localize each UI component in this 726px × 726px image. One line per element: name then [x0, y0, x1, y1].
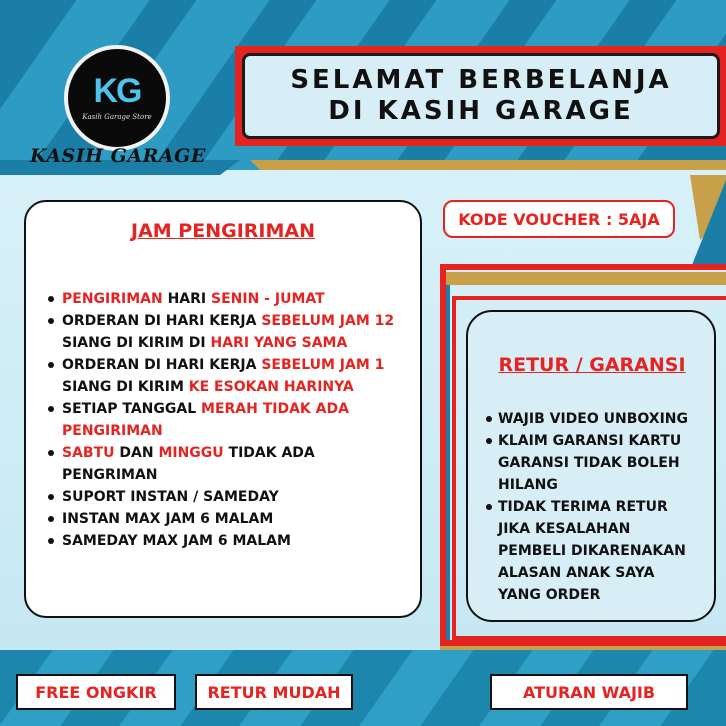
list-item	[48, 442, 398, 486]
highlight-text: MERAH TIDAK ADA PENGIRIMAN	[62, 401, 349, 439]
list-item	[48, 288, 398, 310]
list-item	[48, 508, 398, 530]
red-frame-line	[440, 640, 726, 646]
list-item	[48, 530, 398, 552]
list-item	[48, 486, 398, 508]
logo-mark: KG	[93, 72, 141, 111]
return-warranty-list	[486, 408, 698, 606]
retur-mudah-button[interactable]: RETUR MUDAH	[195, 674, 353, 710]
list-item-text: ORDERAN DI HARI KERJA	[62, 357, 262, 373]
aturan-wajib-button[interactable]: ATURAN WAJIB	[490, 674, 688, 710]
list-item-text: INSTAN MAX JAM 6 MALAM	[62, 511, 274, 527]
list-item: TIDAK TERIMA RETUR JIKA KESALAHAN PEMBELI DIKARENAKAN ALASAN ANAK SAYA YANG ORDER	[486, 496, 698, 606]
welcome-line-2: DI KASIH GARAGE	[328, 96, 634, 126]
free-ongkir-button[interactable]: FREE ONGKIR	[16, 674, 176, 710]
list-item-text: ORDERAN DI HARI KERJA	[62, 313, 262, 329]
list-item-text: SIANG DI KIRIM DI	[62, 335, 211, 351]
list-item-text: SUPORT INSTAN / SAMEDAY	[62, 489, 279, 505]
welcome-banner	[242, 53, 720, 139]
logo-subtitle: Kasih Garage Store	[82, 113, 152, 122]
logo	[64, 45, 170, 151]
highlight-text: HARI YANG SAMA	[210, 335, 348, 351]
list-item	[48, 398, 398, 442]
highlight-text: KE ESOKAN HARINYA	[188, 379, 354, 395]
highlight-text: SABTU	[62, 445, 115, 461]
list-item	[48, 310, 398, 354]
list-item-text: HARI	[162, 291, 212, 307]
list-item-text: SAMEDAY MAX JAM 6 MALAM	[62, 533, 291, 549]
brand-name: KASIH GARAGE	[30, 145, 206, 167]
red-frame-line	[440, 264, 446, 646]
shipping-hours-card	[24, 200, 422, 618]
highlight-text: SENIN - JUMAT	[211, 291, 325, 307]
list-item	[48, 354, 398, 398]
list-item: WAJIB VIDEO UNBOXING	[486, 408, 698, 430]
return-warranty-title: RETUR / GARANSI	[498, 354, 686, 376]
highlight-text: SEBELUM JAM 1	[261, 357, 385, 373]
shipping-hours-list	[48, 288, 398, 552]
highlight-text: PENGIRIMAN	[62, 291, 163, 307]
list-item-text: TIDAK ADA PENGRIMAN	[62, 445, 315, 483]
shipping-hours-title: JAM PENGIRIMAN	[131, 220, 315, 242]
highlight-text: SEBELUM JAM 12	[261, 313, 395, 329]
list-item-text: SETIAP TANGGAL	[62, 401, 202, 417]
list-item: KLAIM GARANSI KARTU GARANSI TIDAK BOLEH HILANG	[486, 430, 698, 496]
welcome-line-1: SELAMAT BERBELANJA	[290, 64, 672, 95]
list-item-text: DAN	[114, 445, 159, 461]
highlight-text: MINGGU	[158, 445, 224, 461]
return-warranty-card	[466, 310, 716, 622]
voucher-code-badge: KODE VOUCHER : 5AJA	[443, 200, 675, 238]
list-item-text: SIANG DI KIRIM	[62, 379, 189, 395]
red-frame-line	[440, 264, 726, 270]
